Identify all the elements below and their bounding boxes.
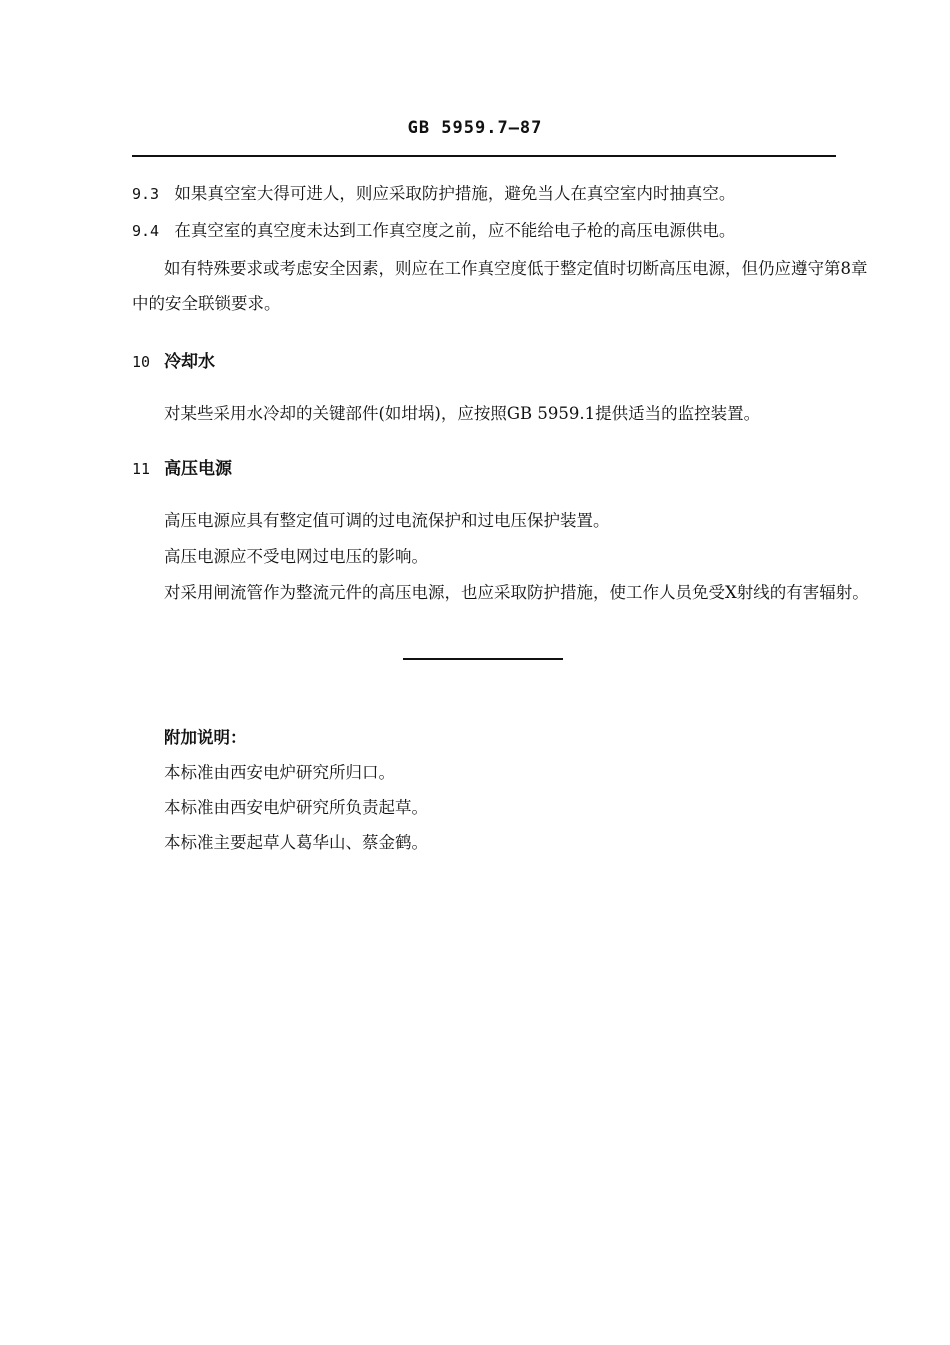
section-title: 冷却水 (164, 352, 216, 372)
clause-9-4 (132, 218, 735, 244)
clause-number: 9.4 (132, 222, 160, 240)
clause-9-4-paragraph-line-2: 中的安全联锁要求。 (132, 294, 281, 313)
clause-text: 如果真空室大得可进人，则应采取防护措施，避免当人在真空室内时抽真空。 (174, 184, 736, 203)
notes-line-1: 本标准由西安电炉研究所归口。 (164, 763, 395, 782)
clause-text: 在真空室的真空度未达到工作真空度之前，应不能给电子枪的高压电源供电。 (174, 221, 736, 240)
section-11-line-2: 高压电源应不受电网过电压的影响。 (164, 547, 428, 566)
section-10-heading (132, 347, 215, 372)
section-11-line-3: 对采用闸流管作为整流元件的高压电源，也应采取防护措施，使工作人员免受X射线的有害辐射。 (164, 583, 869, 602)
header-divider (132, 155, 836, 157)
section-number: 10 (132, 353, 151, 371)
clause-9-3 (132, 181, 735, 207)
section-10-text: 对某些采用水冷却的关键部件(如坩埚)，应按照GB 5959.1提供适当的监控装置。 (164, 404, 761, 423)
notes-heading: 附加说明： (164, 728, 247, 747)
end-of-text-rule (403, 658, 563, 660)
section-title: 高压电源 (164, 459, 233, 479)
clause-number: 9.3 (132, 185, 160, 203)
section-number: 11 (132, 460, 151, 478)
standard-code-header: GB 5959.7—87 (407, 118, 543, 138)
section-11-heading (132, 454, 232, 479)
section-11-line-1: 高压电源应具有整定值可调的过电流保护和过电压保护装置。 (164, 511, 610, 530)
clause-9-4-paragraph-line-1: 如有特殊要求或考虑安全因素，则应在工作真空度低于整定值时切断高压电源，但仍应遵守第8章 (164, 259, 868, 278)
notes-line-2: 本标准由西安电炉研究所负责起草。 (164, 798, 428, 817)
notes-line-3: 本标准主要起草人葛华山、蔡金鹤。 (164, 833, 428, 852)
